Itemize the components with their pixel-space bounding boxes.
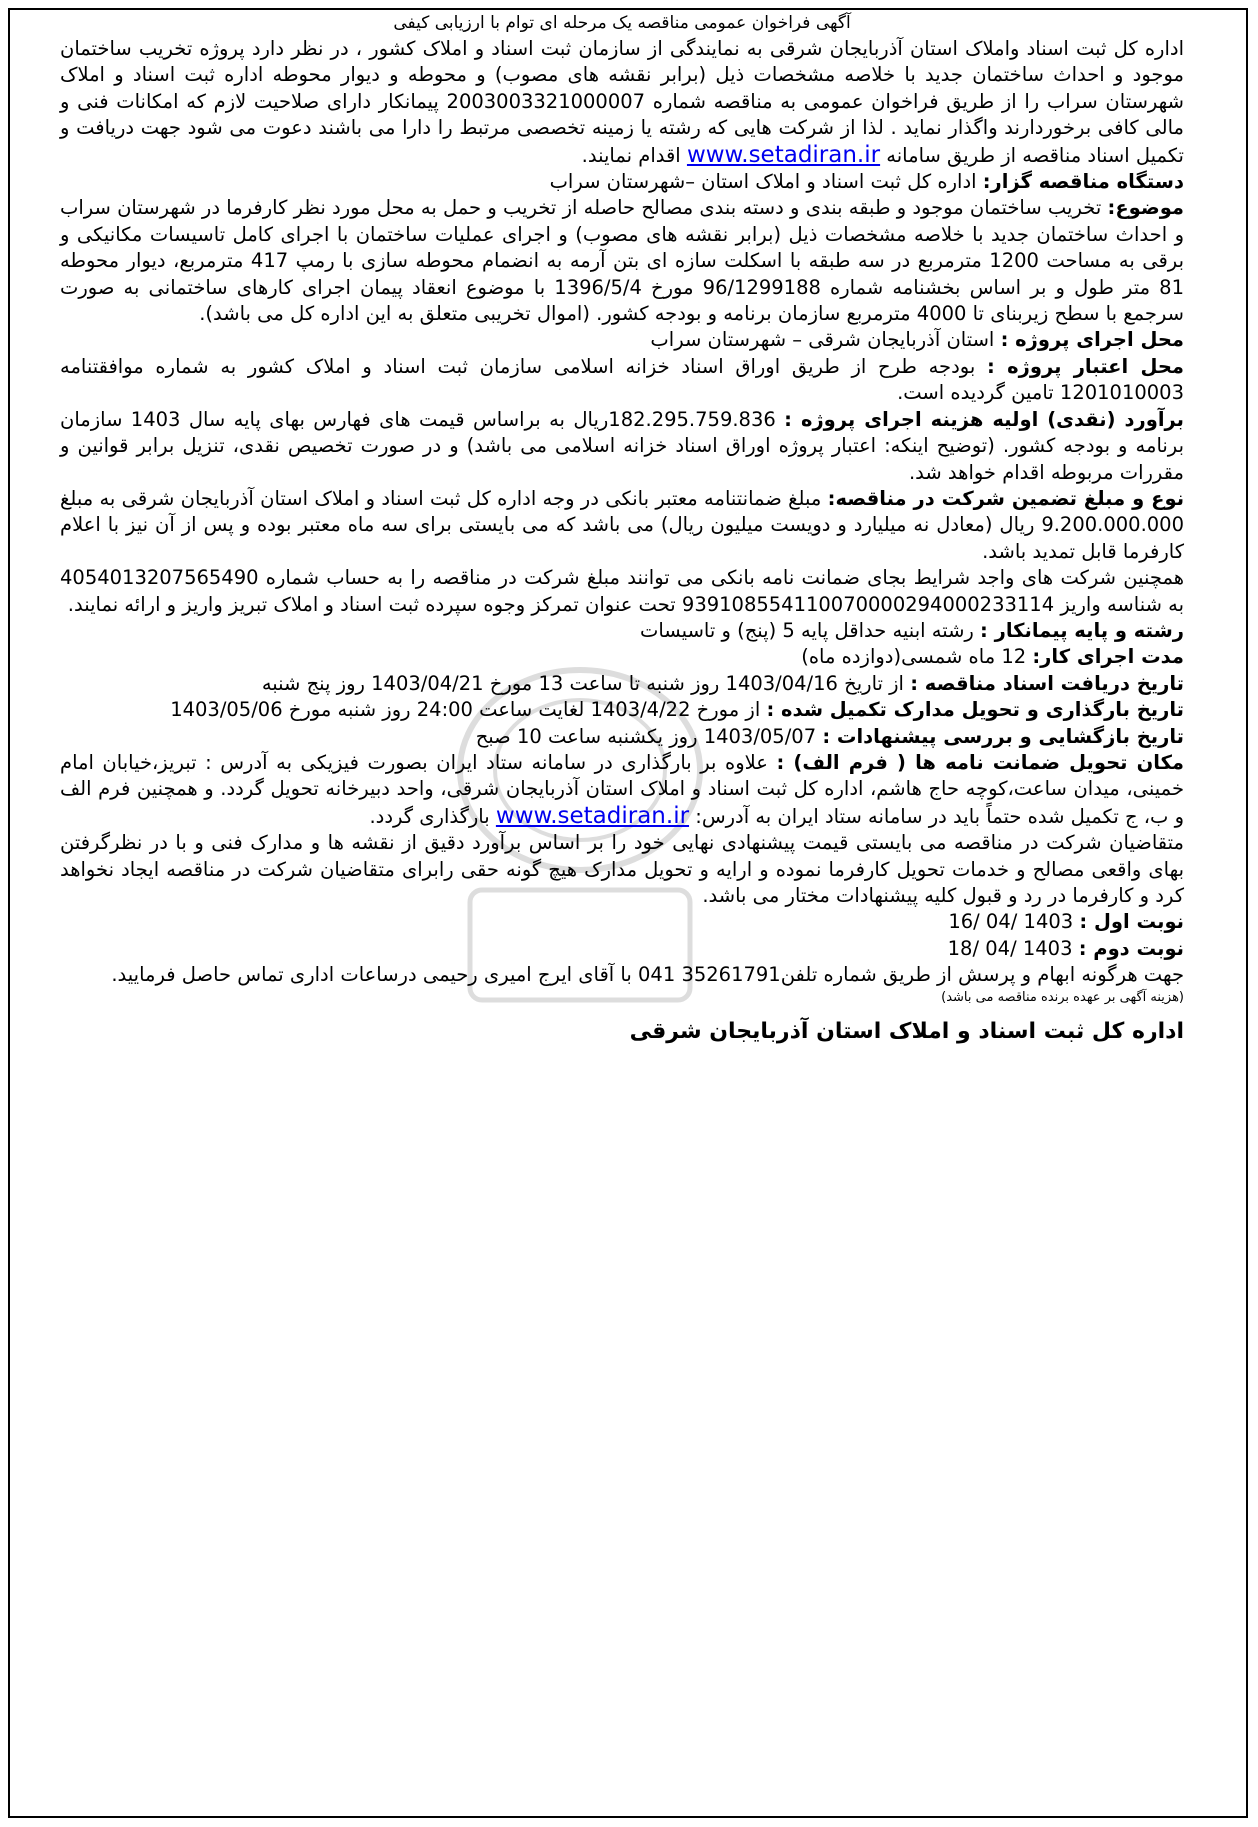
setadiran-link-2[interactable]: www.setadiran.ir	[495, 802, 690, 829]
submission-value: از مورخ 1403/4/22 لغایت ساعت 24:00 روز شنبه مورخ 1403/05/06	[170, 698, 761, 722]
delivery-label: مکان تحویل ضمانت نامه ها ( فرم الف) :	[776, 750, 1184, 774]
credit-value: بودجه طرح از طریق اوراق اسناد خزانه اسلامی سازمان ثبت اسناد و املاک کشور به شماره موافقتنامه 1201010003 تامین گردیده است.	[60, 354, 1184, 405]
delivery-value-end: بارگذاری گردد.	[369, 804, 490, 828]
first-turn-label: نوبت اول :	[1079, 910, 1184, 934]
opening-value: 1403/05/07 روز یکشنبه ساعت 10 صبح	[475, 724, 817, 748]
intro-text-end: اقدام نمایند.	[581, 143, 681, 167]
submission-paragraph	[60, 697, 1184, 723]
contact-paragraph: جهت هرگونه ابهام و پرسش از طریق شماره تلفن35261791 041 با آقای ایرج امیری رحیمی درساعات اداری تماس حاصل فرمایید.	[111, 963, 1184, 987]
doc-receipt-value: از تاریخ 1403/04/16 روز شنبه تا ساعت 13 مورخ 1403/04/21 روز پنج شنبه	[261, 671, 904, 695]
contractor-grade-value: رشته ابنیه حداقل پایه 5 (پنج) و تاسیسات	[639, 618, 974, 642]
location-label: محل اجرای پروژه :	[1000, 328, 1184, 352]
second-turn-value: 1403 /04 /18	[947, 936, 1073, 960]
doc-receipt-line	[60, 671, 1184, 697]
guarantee-value: مبلغ ضمانتنامه معتبر بانکی در وجه اداره کل ثبت اسناد و املاک استان آذربایجان شرقی به مبلغ 9.200.000.000 ریال (معادل نه میلیارد و دویست میلیون ریال) می باشد که می بایستی برای سه ماه معتبر بوده و پس از آن نیز با اعلام کارفرما قابل تمدید باشد.	[60, 486, 1184, 563]
first-turn-value: 1403 /04 /16	[948, 910, 1074, 934]
subject-value: تخریب ساختمان موجود و طبقه بندی و دسته بندی مصالح حاصله از تخریب و حمل به محل مورد نظر کارفرما در شهرستان سراب و احداث ساختمان جدید با خلاصه مشخصات ذیل (برابر نقشه های مصوب) و اجرای عملیات ساختمان با اجرای کامل تاسیسات مکانیکی و برقی به مساحت 1200 مترمربع در سه طبقه با اسکلت سازه ای بتن آرمه به انضمام محوطه سازی با رمپ 417 مترمربع، دیوار محوطه 81 متر طول و بر اساس بخشنامه شماره 96/1299188 مورخ 1396/5/4 با موضوع انعقاد پیمان اجرای کارهای ساختمانی به صورت سرجمع با سطح زیربنای تا 4000 مترمربع سازمان برنامه و بودجه کشور. (اموال تخریبی متعلق به این اداره کل می باشد).	[60, 196, 1184, 326]
signature: اداره کل ثبت اسناد و املاک استان آذربایجان شرقی	[629, 1018, 1184, 1044]
subject-paragraph	[60, 195, 1184, 327]
delivery-paragraph	[60, 750, 1184, 830]
opening-line	[60, 724, 1184, 750]
duration-label: مدت اجرای کار:	[1032, 645, 1184, 669]
credit-label: محل اعتبار پروژه :	[987, 354, 1185, 378]
tender-notice	[60, 12, 1184, 1045]
contractor-grade-line	[60, 618, 1184, 644]
organizer-line	[60, 169, 1184, 195]
intro-text: اداره کل ثبت اسناد واملاک استان آذربایجان شرقی به نمایندگی از سازمان ثبت اسناد و املاک کشور ، در نظر دارد پروژه تخریب ساختمان موجود و احداث ساختمان جدید با خلاصه مشخصات ذیل (برابر نقشه های مصوب) و محوطه و دیوار محوطه اداره ثبت اسناد و املاک شهرستان سراب را از طریق فراخوان عمومی به مناقصه شماره 2003003321000007 پیمانکار دارای صلاحیت لازم که امکانات فنی و مالی کافی برخوردارند واگذار نماید . لذا از شرکت هایی که رشته یا زمینه تخصصی مرتبط را دارا می باشند دعوت می شود جهت دریافت و تکمیل اسناد مناقصه از طریق سامانه	[60, 37, 1185, 167]
notice-paragraph: متقاضیان شرکت در مناقصه می بایستی قیمت پیشنهادی نهایی خود را بر اساس برآورد دقیق از نقشه ها و مدارک فنی و با در نظرگرفتن بهای واقعی مصالح و خدمات تحویل کارفرما نموده و ارایه و تحویل مدارک هیچ گونه حقی رابرای متقاضیان شرکت در مناقصه ایجاد نخواهد کرد و کارفرما در رد و قبول کلیه پیشنهادات مختار می باشد.	[60, 831, 1184, 907]
estimate-value: 182.295.759.836ریال به براساس قیمت های فهارس بهای پایه سال 1403 سازمان برنامه و بودجه کشور. (توضیح اینکه: اعتبار پروژه اوراق اسناد خزانه اسلامی می باشد) و در صورت تخصیص نقدی، تنزیل برابر قوانین و مقررات مربوطه اقدام خواهد شد.	[60, 407, 1184, 484]
first-turn-line	[60, 909, 1184, 935]
delivery-value: علاوه بر بارگذاری در سامانه ستاد ایران بصورت فیزیکی به آدرس : تبریز،خیابان امام خمینی، میدان ساعت،کوچه حاج هاشم، اداره کل ثبت اسناد و املاک استان آذربایجان شرقی، واحد دبیرخانه تحویل گردد. و همچنین فرم الف و ب، ج تکمیل شده حتماً باید در سامانه ستاد ایران به آدرس:	[60, 750, 1184, 828]
organizer-value: اداره کل ثبت اسناد و املاک استان –شهرستان سراب	[549, 170, 977, 194]
duration-value: 12 ماه شمسی(دوازده ماه)	[801, 645, 1027, 669]
location-line	[60, 327, 1184, 353]
location-value: استان آذربایجان شرقی – شهرستان سراب	[650, 328, 995, 352]
second-turn-label: نوبت دوم :	[1078, 936, 1184, 960]
subject-label: موضوع:	[1107, 196, 1185, 220]
estimate-label: برآورد (نقدی) اولیه هزینه اجرای پروژه :	[784, 407, 1185, 431]
notice-title: آگهی فراخوان عمومی مناقصه یک مرحله ای توام با ارزیابی کیفی	[393, 13, 851, 33]
cost-note: (هزینه آگهی بر عهده برنده مناقصه می باشد)	[941, 989, 1184, 1005]
second-turn-line	[60, 936, 1184, 962]
contractor-grade-label: رشته و پایه پیمانکار :	[980, 618, 1184, 642]
organizer-label: دستگاه مناقصه گزار:	[982, 170, 1184, 194]
doc-receipt-label: تاریخ دریافت اسناد مناقصه :	[910, 671, 1184, 695]
credit-paragraph	[60, 354, 1184, 407]
submission-label: تاریخ بارگذاری و تحویل مدارک تکمیل شده :	[766, 698, 1184, 722]
guarantee-paragraph	[60, 486, 1184, 565]
duration-line	[60, 644, 1184, 670]
estimate-paragraph	[60, 407, 1184, 486]
opening-label: تاریخ بازگشایی و بررسی پیشنهادات :	[822, 724, 1184, 748]
guarantee-label: نوع و مبلغ تضمین شرکت در مناقصه:	[827, 486, 1185, 510]
deposit-paragraph: همچنین شرکت های واجد شرایط بجای ضمانت نامه بانکی می توانند مبلغ شرکت در مناقصه را به حساب شماره 4054013207565490 به شناسه واریز 939108554110070000294000233114 تحت عنوان تمرکز وجوه سپرده ثبت اسناد و املاک تبریز واریز و ارائه نمایند.	[60, 566, 1184, 616]
setadiran-link[interactable]: www.setadiran.ir	[686, 141, 881, 168]
intro-paragraph	[60, 36, 1184, 169]
